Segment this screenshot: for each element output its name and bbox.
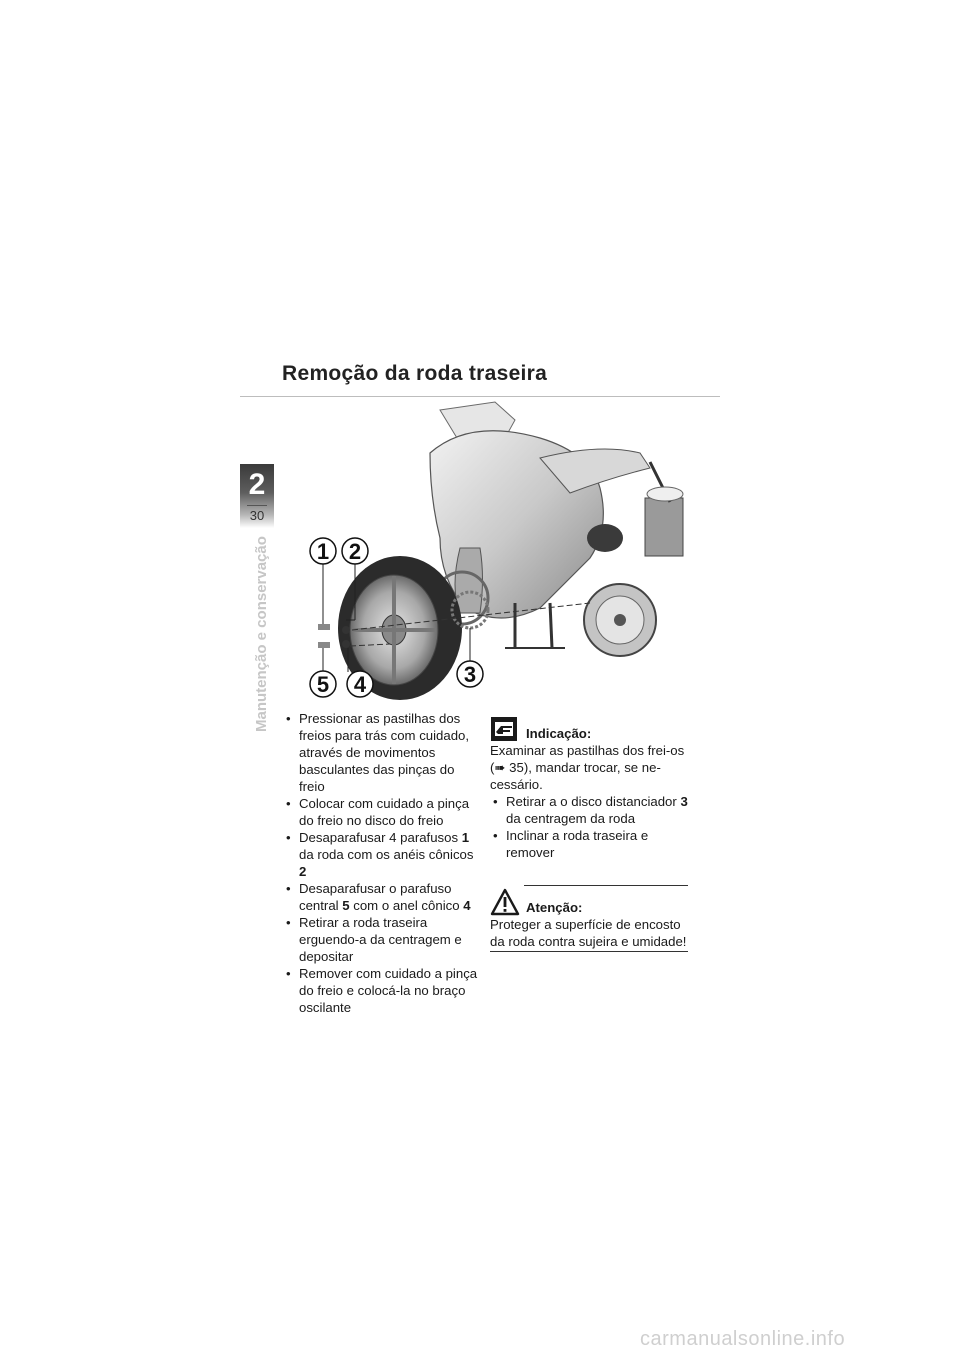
- note-text: Examinar as pastilhas dos frei-os (➠ 35), mandar trocar, se ne-cessário.: [490, 743, 685, 792]
- part-ref: 3: [680, 794, 688, 809]
- callout-2: [342, 538, 368, 564]
- callout-label-4: 4: [353, 672, 367, 697]
- warning-heading: Atenção:: [526, 900, 583, 915]
- list-item: • Retirar a roda traseira erguendo-a da centragem e depositar: [283, 914, 483, 965]
- chapter-number: 2: [248, 468, 266, 501]
- part-ref: 2: [299, 864, 307, 879]
- callout-4: [347, 671, 373, 697]
- part-ref: 1: [461, 830, 470, 845]
- right-column: [490, 708, 690, 952]
- list-item: • Desaparafusar 4 parafusos 1 da roda com os anéis cônicos 2: [283, 829, 483, 880]
- chapter-divider: [247, 505, 267, 506]
- title-divider: [240, 396, 720, 397]
- list-item: • Desaparafusar o parafuso central 5 com o anel cônico 4: [283, 880, 483, 914]
- page-number: 30: [249, 508, 265, 523]
- rear-wheel-removal-illustration: [290, 398, 710, 703]
- center-cone-ring-part: [342, 640, 350, 648]
- list-item: • Inclinar a roda traseira e remover: [490, 827, 690, 861]
- right-instructions: [490, 793, 690, 861]
- warning-text: Proteger a superfície de encosto da roda contra sujeira e umidade!: [490, 917, 687, 949]
- part-ref: 4: [463, 898, 471, 913]
- motorcycle-body: [430, 402, 683, 656]
- warning-block: [490, 885, 690, 952]
- callout-label-1: 1: [316, 539, 330, 564]
- list-item: • Pressionar as pastilhas dos freios para trás com cuidado, através de movimentos basculantes das pinças do freio: [283, 710, 483, 795]
- cone-ring-part: [342, 626, 350, 634]
- center-bolt-part: [318, 642, 330, 648]
- callout-label-5: 5: [316, 672, 330, 697]
- page-ref: 35: [505, 760, 524, 775]
- list-item: • Remover com cuidado a pinça do freio e colocá-la no braço oscilante: [283, 965, 483, 1016]
- watermark: carmanualsonline.info: [640, 1328, 846, 1350]
- callout-5: [310, 671, 336, 697]
- list-item: • Retirar a o disco distanciador 3 da centragem da roda: [490, 793, 690, 827]
- callout-3: [457, 661, 483, 687]
- page-title: Remoção da roda traseira: [282, 362, 548, 385]
- callout-label-3: 3: [463, 662, 477, 687]
- part-ref: 5: [342, 898, 350, 913]
- list-item: • Colocar com cuidado a pinça do freio no disco do freio: [283, 795, 483, 829]
- section-side-title: Manutenção e conservação: [253, 536, 270, 732]
- note-heading: Indicação:: [526, 726, 592, 741]
- left-instructions: [283, 710, 483, 1016]
- note-hand-icon: [490, 716, 518, 742]
- callout-label-2: 2: [348, 539, 362, 564]
- bolt-part: [318, 624, 330, 630]
- callout-1: [310, 538, 336, 564]
- page-ref-arrow-icon: ➠: [494, 760, 506, 775]
- warning-triangle-icon: [490, 888, 520, 916]
- note-block: [490, 708, 690, 793]
